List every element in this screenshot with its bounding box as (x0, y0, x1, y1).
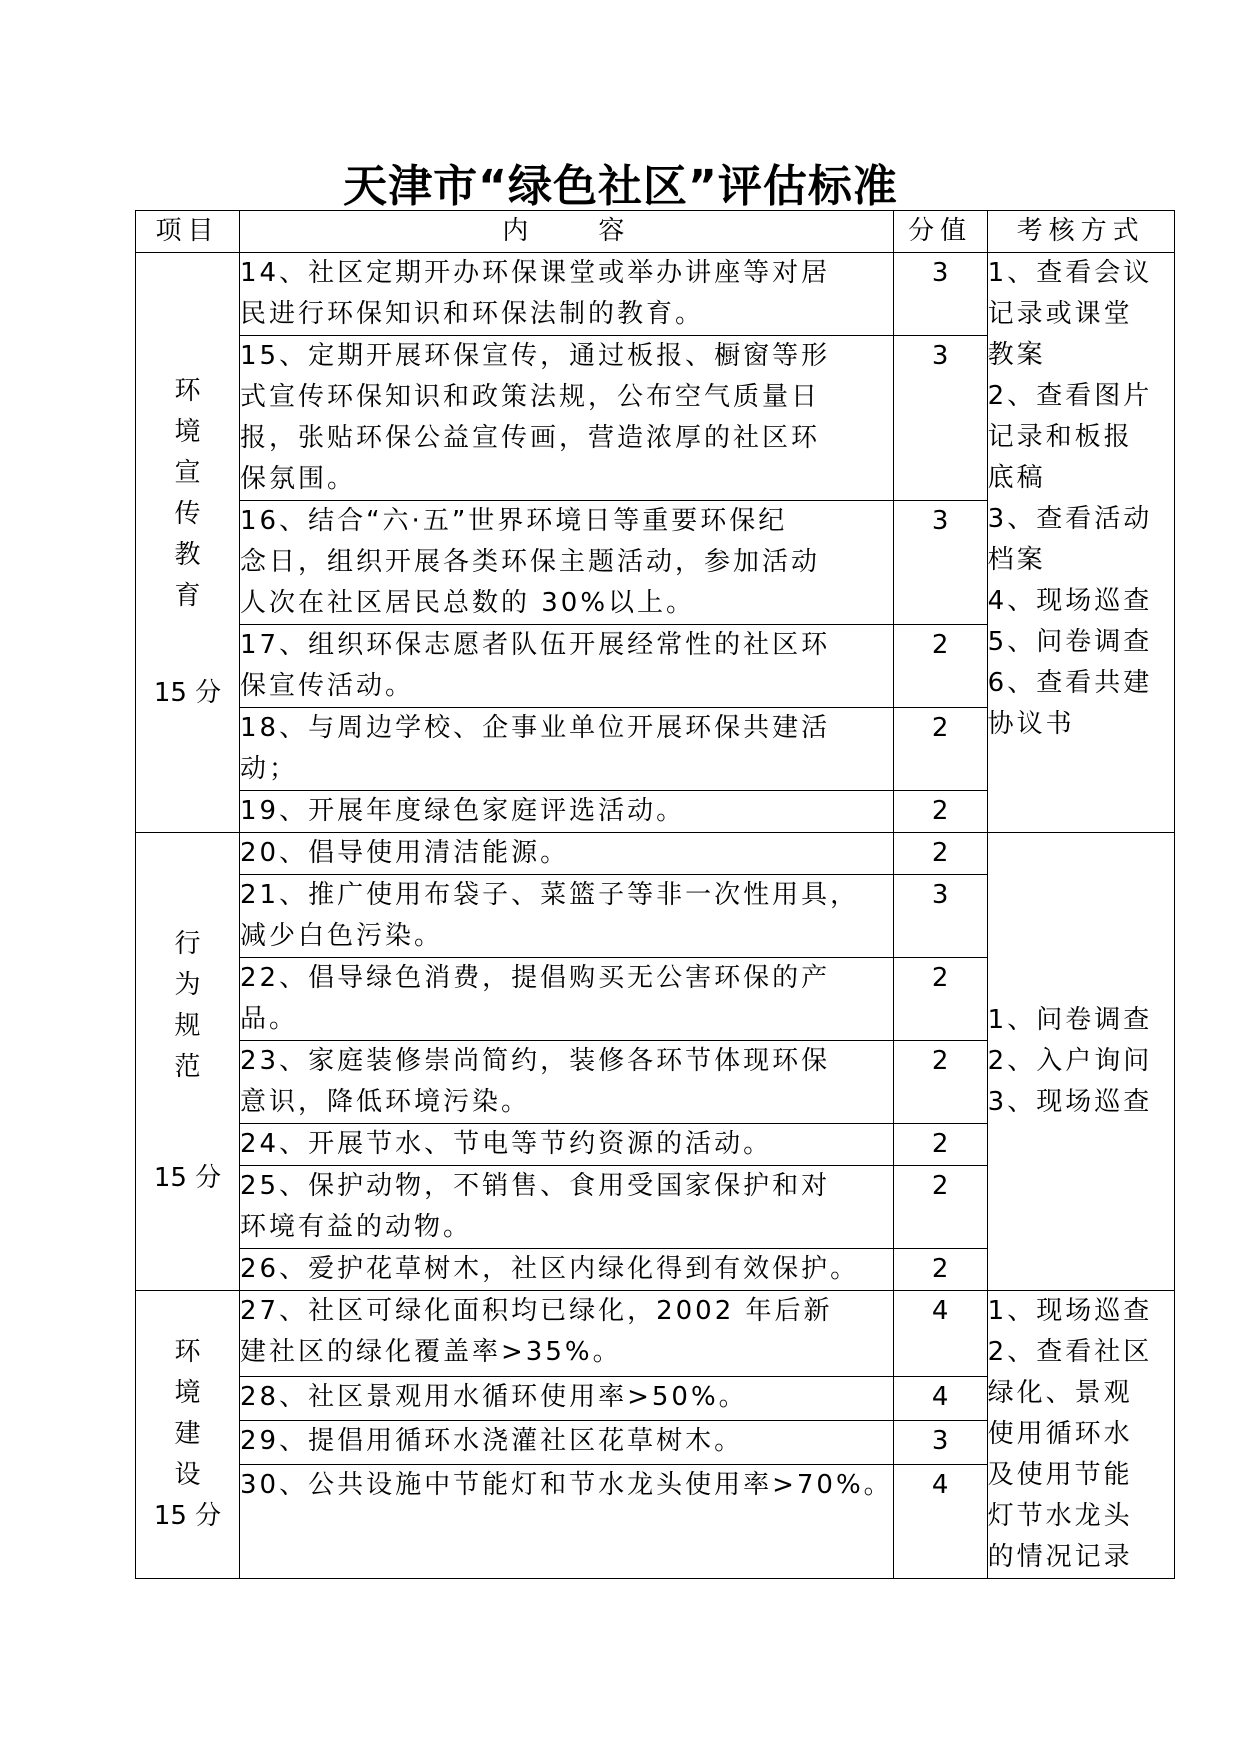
criterion-line: 环境有益的动物。 (240, 1212, 473, 1242)
section-name-char: 设 (174, 1460, 201, 1490)
header-item: 项目 (136, 211, 240, 253)
method-line: 2、入户询问 (987, 1046, 1153, 1076)
criterion-line: 保氛围。 (240, 464, 357, 494)
criterion-line: 30、公共设施中节能灯和节水龙头使用率>70%。 (240, 1469, 893, 1500)
criterion-score: 2 (893, 833, 987, 875)
criterion-score: 4 (893, 1291, 987, 1377)
criterion-line: 人次在社区居民总数的 30%以上。 (240, 588, 696, 618)
table-row (136, 253, 1175, 336)
section-name-char: 教 (174, 540, 201, 570)
criterion-score: 3 (893, 336, 987, 501)
header-method: 考核方式 (987, 211, 1174, 253)
section-name-char: 范 (174, 1052, 201, 1082)
section-name-char: 环 (174, 376, 201, 406)
method-line: 使用循环水 (987, 1419, 1133, 1449)
table-header-row (136, 211, 1175, 253)
section-category-cell (136, 1291, 240, 1579)
assessment-method-cell (987, 253, 1174, 833)
criterion-content (240, 625, 894, 708)
method-line: 教案 (987, 340, 1046, 370)
criterion-score: 2 (893, 958, 987, 1041)
criterion-line: 23、家庭装修崇尚简约，装修各环节体现环保 (240, 1046, 831, 1076)
criterion-score: 3 (893, 501, 987, 625)
criterion-line: 16、结合“六·五”世界环境日等重要环保纪 (240, 506, 788, 536)
criterion-line: 24、开展节水、节电等节约资源的活动。 (240, 1129, 773, 1159)
criterion-score: 3 (893, 253, 987, 336)
method-line: 2、查看图片 (987, 381, 1153, 411)
method-line: 及使用节能 (987, 1460, 1133, 1490)
criterion-line: 建社区的绿化覆盖率>35%。 (240, 1337, 622, 1367)
method-line: 绿化、景观 (987, 1378, 1133, 1408)
section-points: 15 分 (153, 678, 222, 708)
section-name-char: 育 (174, 581, 201, 611)
criterion-line: 15、定期开展环保宣传，通过板报、橱窗等形 (240, 341, 831, 371)
criterion-content (240, 1249, 894, 1291)
method-line: 3、查看活动 (987, 504, 1153, 534)
criterion-content (240, 1124, 894, 1166)
criterion-line: 减少白色污染。 (240, 921, 444, 951)
criterion-score: 2 (893, 1124, 987, 1166)
section-name-char: 传 (174, 499, 201, 529)
criterion-line: 保宣传活动。 (240, 671, 415, 701)
section-name (172, 371, 204, 617)
criterion-line: 27、社区可绿化面积均已绿化，2002 年后新 (240, 1296, 833, 1326)
method-line: 记录或课堂 (987, 299, 1133, 329)
method-line: 1、问卷调查 (987, 1005, 1153, 1035)
criterion-score: 3 (893, 1420, 987, 1464)
criterion-line: 18、与周边学校、企事业单位开展环保共建活 (240, 713, 831, 743)
criterion-content (240, 501, 894, 625)
page-title: 天津市“绿色社区”评估标准 (343, 161, 898, 212)
criterion-content (240, 1377, 894, 1421)
method-line: 2、查看社区 (987, 1337, 1153, 1367)
criterion-content (240, 1166, 894, 1249)
method-line: 底稿 (987, 463, 1046, 493)
criterion-score: 2 (893, 625, 987, 708)
method-line: 协议书 (987, 709, 1075, 739)
method-line: 灯节水龙头 (987, 1501, 1133, 1531)
criterion-score: 2 (893, 1166, 987, 1249)
criterion-score: 3 (893, 875, 987, 958)
section-name-char: 境 (174, 1378, 201, 1408)
criterion-content (240, 791, 894, 833)
criterion-line: 动； (240, 754, 299, 784)
criterion-content (240, 958, 894, 1041)
assessment-method-cell (987, 833, 1174, 1291)
criterion-content (240, 336, 894, 501)
criterion-line: 29、提倡用循环水浇灌社区花草树木。 (240, 1425, 744, 1456)
table-row (136, 833, 1175, 875)
criterion-line: 17、组织环保志愿者队伍开展经常性的社区环 (240, 630, 831, 660)
criterion-line: 20、倡导使用清洁能源。 (240, 838, 570, 868)
criterion-score: 2 (893, 791, 987, 833)
section-name-char: 规 (174, 1011, 201, 1041)
criterion-content (240, 875, 894, 958)
criterion-content (240, 833, 894, 875)
criterion-score: 2 (893, 708, 987, 791)
header-content: 内 容 (240, 211, 894, 253)
criterion-line: 式宣传环保知识和政策法规，公布空气质量日 (240, 382, 821, 412)
section-name (172, 924, 204, 1088)
section-name-char: 行 (174, 929, 201, 959)
criterion-content (240, 1041, 894, 1124)
section-category-cell (136, 253, 240, 833)
criterion-line: 26、爱护花草树木，社区内绿化得到有效保护。 (240, 1254, 860, 1284)
method-line: 5、问卷调查 (987, 627, 1153, 657)
criterion-score: 4 (893, 1377, 987, 1421)
criterion-line: 念日，组织开展各类环保主题活动，参加活动 (240, 547, 821, 577)
method-line: 1、现场巡查 (987, 1296, 1153, 1326)
criterion-content (240, 253, 894, 336)
criterion-content (240, 1464, 894, 1578)
section-name-char: 为 (174, 970, 201, 1000)
header-score: 分值 (893, 211, 987, 253)
method-line: 6、查看共建 (987, 668, 1153, 698)
method-line: 的情况记录 (987, 1542, 1133, 1572)
criterion-line: 品。 (240, 1004, 299, 1034)
section-points: 15 分 (153, 1501, 222, 1531)
section-name-char: 环 (174, 1337, 201, 1367)
criterion-line: 报，张贴环保公益宣传画，营造浓厚的社区环 (240, 423, 821, 453)
criterion-line: 21、推广使用布袋子、菜篮子等非一次性用具， (240, 880, 860, 910)
criterion-content (240, 1291, 894, 1377)
section-points: 15 分 (153, 1163, 222, 1193)
criterion-content (240, 708, 894, 791)
criterion-line: 14、社区定期开办环保课堂或举办讲座等对居 (240, 258, 831, 288)
table-row (136, 1291, 1175, 1377)
criterion-score: 2 (893, 1041, 987, 1124)
section-category-cell (136, 833, 240, 1291)
method-line: 4、现场巡查 (987, 586, 1153, 616)
criterion-content (240, 1420, 894, 1464)
method-line: 3、现场巡查 (987, 1087, 1153, 1117)
criterion-line: 25、保护动物，不销售、食用受国家保护和对 (240, 1171, 831, 1201)
criterion-line: 民进行环保知识和环保法制的教育。 (240, 299, 705, 329)
section-name (172, 1332, 204, 1496)
criterion-line: 22、倡导绿色消费，提倡购买无公害环保的产 (240, 963, 831, 993)
section-name-char: 建 (174, 1419, 201, 1449)
assessment-method-cell (987, 1291, 1174, 1579)
criterion-score: 2 (893, 1249, 987, 1291)
criterion-score: 4 (893, 1464, 987, 1578)
method-line: 1、查看会议 (987, 258, 1153, 288)
method-line: 记录和板报 (987, 422, 1133, 452)
evaluation-table (135, 210, 1175, 1579)
criterion-line: 19、开展年度绿色家庭评选活动。 (240, 796, 686, 826)
section-name-char: 境 (174, 417, 201, 447)
criterion-line: 28、社区景观用水循环使用率>50%。 (240, 1382, 748, 1413)
method-line: 档案 (987, 545, 1046, 575)
criterion-line: 意识，降低环境污染。 (240, 1087, 531, 1117)
section-name-char: 宣 (174, 458, 201, 488)
